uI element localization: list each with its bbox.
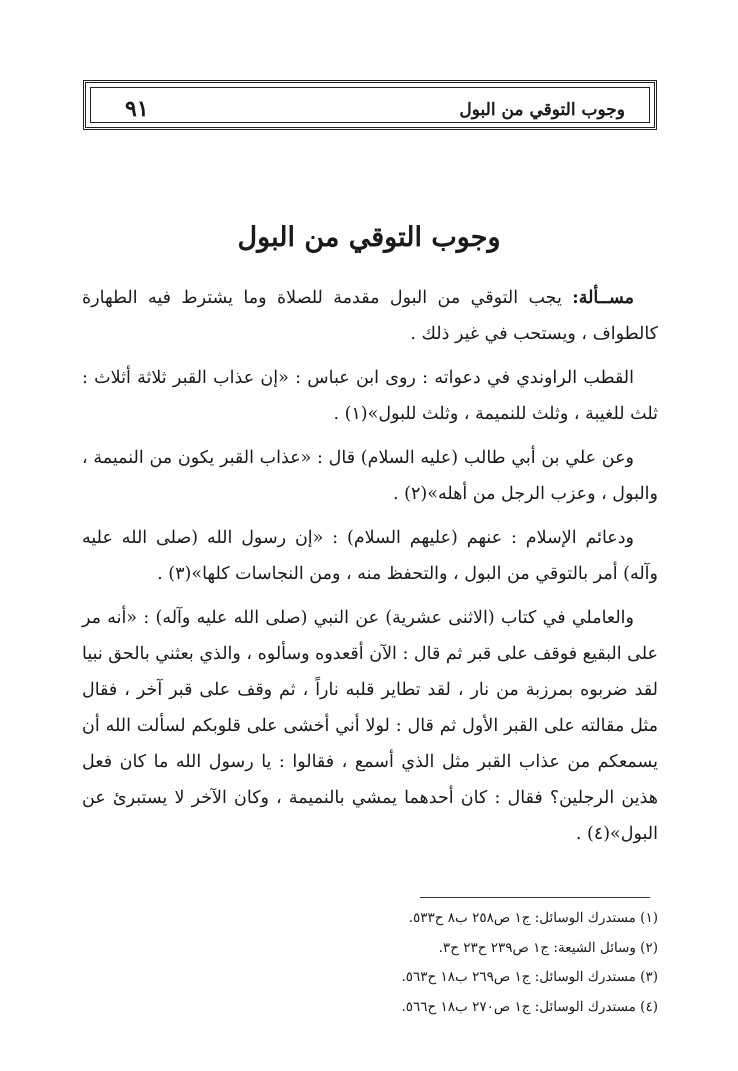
paragraph-issue [82, 280, 658, 352]
paragraph-amili: والعاملي في كتاب (الاثنى عشرية) عن النبي (صلى الله عليه وآله) : «أنه مر على البقيع فوقف على قبر ثم قال : الآن أقعدوه وسألوه ، والذي بعثني بالحق نبيا لقد ضربوه بمرزبة من نار ، لقد تطاير قلبه ناراً ، ثم وقف على قبر آخر ، فقال مثل مقالته على القبر الأول ثم قال : لولا أني أخشى على قلوبكم لسألت الله أن يسمعكم من عذاب القبر مثل الذي أسمع ، فقالوا : يا رسول الله ما كان فعل هذين الرجلين؟ فقال : كان أحدهما يمشي بالنميمة ، وكان الآخر لا يستبرئ عن البول»(٤) . [81, 608, 658, 844]
page-number: ٩١ [125, 96, 149, 122]
body-text [82, 280, 658, 860]
paragraph-ali: وعن علي بن أبي طالب (عليه السلام) قال : «عذاب القبر يكون من النميمة ، والبول ، وعزب الرجل من أهله»(٢) . [82, 448, 658, 504]
footnote-2: (٢) وسائل الشيعة: ج١ ص٢٣٩ ح٢٣ ح٣. [438, 939, 658, 956]
issue-label: مســألة: [572, 288, 634, 308]
header-inner-frame [90, 87, 650, 123]
running-title: وجوب التوقي من البول [459, 100, 625, 120]
footnote-1: (١) مستدرك الوسائل: ج١ ص٢٥٨ ب٨ ح٥٣٣. [408, 910, 658, 926]
paragraph-daaim: ودعائم الإسلام : عنهم (عليهم السلام) : «إن رسول الله (صلى الله عليه وآله) أمر بالتوقي من البول ، والتحفظ منه ، ومن النجاسات كلها»(٣) . [82, 528, 658, 584]
chapter-title: وجوب التوقي من البول [237, 222, 501, 253]
footnote-separator [420, 897, 650, 898]
footnote-4: (٤) مستدرك الوسائل: ج١ ص٢٧٠ ب١٨ ح٥٦٦. [401, 998, 658, 1015]
running-header [83, 80, 657, 130]
paragraph-rawandi: القطب الراوندي في دعواته : روى ابن عباس : «إن عذاب القبر ثلاثة أثلاث : ثلث للغيبة ، وثلث للنميمة ، وثلث للبول»(١) . [82, 368, 658, 424]
issue-text: يجب التوقي من البول مقدمة للصلاة وما يشترط فيه الطهارة كالطواف ، ويستحب في غير ذلك . [82, 288, 658, 344]
footnotes [82, 904, 658, 1022]
footnote-3: (٣) مستدرك الوسائل: ج١ ص٢٦٩ ب١٨ ح٥٦٣. [401, 969, 658, 985]
